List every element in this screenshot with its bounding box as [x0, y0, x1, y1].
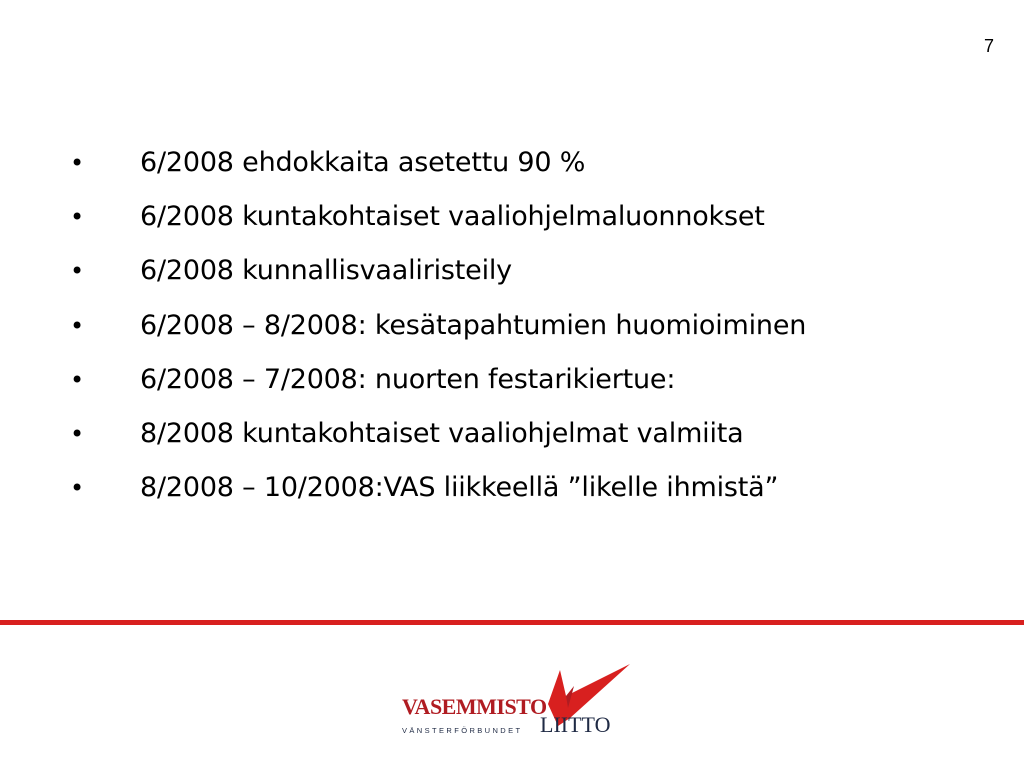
bullet-icon: • — [70, 203, 85, 232]
list-item-text: 6/2008 kuntakohtaiset vaaliohjelmaluonnokset — [140, 201, 765, 233]
list-item-text: 6/2008 – 7/2008: nuorten festarikiertue: — [140, 363, 676, 395]
bullet-icon: • — [70, 149, 85, 177]
bullet-icon: • — [70, 474, 85, 503]
bullet-icon: • — [70, 419, 85, 448]
vasemmistoliitto-logo — [398, 656, 638, 746]
logo-word-liitto: LIITTO — [540, 712, 611, 737]
bullet-icon: • — [70, 365, 85, 394]
list-item-text: 8/2008 – 10/2008:VAS liikkeellä ”likelle ihmistä” — [140, 472, 779, 504]
list-item-text: 6/2008 ehdokkaita asetettu 90 % — [140, 147, 586, 178]
list-item-text: 8/2008 kuntakohtaiset vaaliohjelmat valmiita — [140, 417, 744, 449]
bullet-icon: • — [70, 257, 85, 286]
footer-divider — [0, 620, 1024, 625]
page-number: 7 — [983, 36, 994, 56]
list-item-text: 6/2008 kunnallisvaaliristeily — [140, 255, 512, 287]
bullet-icon: • — [70, 311, 85, 340]
list-item-text: 6/2008 – 8/2008: kesätapahtumien huomioiminen — [140, 309, 807, 341]
logo-word-vasemmisto: VASEMMISTO — [402, 694, 547, 719]
logo-subtitle: VÄNSTERFÖRBUNDET — [402, 726, 523, 735]
